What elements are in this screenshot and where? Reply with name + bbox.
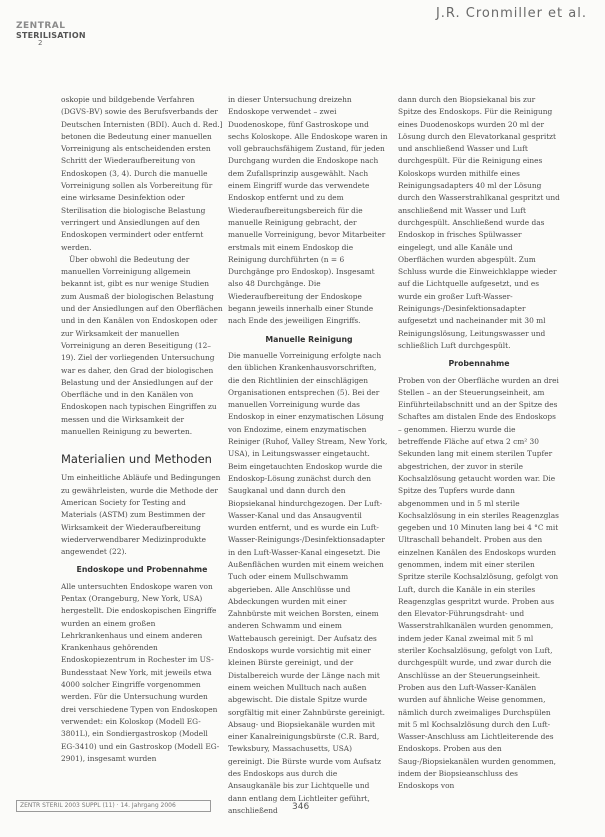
paragraph: Alle untersuchten Endoskope waren von Pentax (Orangeburg, New York, USA) hergestellt. Die endoskopischen Eingriffe wurden an einem großen Lehrkrankenhaus und einem anderen Krankenhaus gehörenden Endoskopiezentrum in Rochester im US-Bundesstaat New York, mit jeweils etwa 4000 solcher Eingriffe vorgenommen werden. Für die Untersuchung wurden drei verschiedene Typen von Endoskopen verwendet: ein Koloskop (Modell EG-3801L), ein Sondiergastroskop (Modell EG-3410) und ein Gastroskop (Modell EG-2901), insgesamt wurden <box>61 581 220 763</box>
paragraph: oskopie und bildgebende Verfahren (DGVS-BV) sowie des Berufsverbands der Deutschen Internisten (BDI). Auch d. Red.] betonen die Bedeutung einer manuellen Vorreinigung als entscheidenden ersten Schritt der Wiederaufbereitung von Endoskopen (3, 4). Durch die manuelle Vorreinigung sollen als Vorbereitung für eine wirksame Desinfektion oder Sterilisation die biologische Belastung verringert und Ansiedlungen auf den Endoskopen vermindert oder entfernt werden. <box>61 95 223 252</box>
text-column-3 <box>398 94 560 793</box>
logo-line-3: 2 <box>38 39 43 47</box>
logo-line-1: ZENTRAL <box>16 21 66 31</box>
subsection-heading: Manuelle Reinigung <box>265 334 353 344</box>
text-column-1 <box>61 94 223 765</box>
subsection-heading: Probennahme <box>448 359 510 369</box>
paragraph: Über obwohl die Bedeutung der manuellen Vorreinigung allgemein bekannt ist, gibt es nur wenige Studien zum Ausmaß der biologischen Belastung und der Ansiedlungen auf den Oberflächen und in den Kanälen von Endoskopen oder zur Wirksamkeit der manuellen Vorreinigung an deren Beseitigung (12–19). Ziel der vorliegenden Untersuchung war es daher, den Grad der biologischen Belastung und der Ansiedlungen auf der Oberfläche und in den Kanälen von Endoskopen nach typischen Eingriffen zu messen und die Wirksamkeit der manuellen Reinigung zu bewerten. <box>61 254 223 437</box>
journal-logo <box>16 22 86 47</box>
page-number: 346 <box>292 802 310 812</box>
paragraph: Die manuelle Vorreinigung erfolgte nach den üblichen Krankenhausvorschriften, die den Richtlinien der einschlägigen Organisationen entsprechen (5). Bei der manuellen Vorreinigung wurde das Endoskop in einer enzymatischen Lösung von Endozime, einem enzymatischen Reiniger (Ruhof, Valley Stream, New York, USA), in Leitungswasser eingetaucht. Beim eingetauchten Endoskop wurde die Endoskop-Lösung zunächst durch den Saugkanal und dann durch den Biopsiekanal hindurchgezogen. Der Luft-Wasser-Kanal und das Ansaugventil wurden entfernt, und es wurde ein Luft-Wasser-Reinigungs-/Desinfektionsadapter in den Luft-Wasser-Kanal eingesetzt. Die Außenflächen wurden mit einem weichen Tuch oder einem Mullschwamm abgerieben. Alle Anschlüsse und Abdeckungen wurden mit einer Zahnbürste mit weichen Borsten, einem anderen Schwamm und einem Wattebausch gereinigt. Der Aufsatz des Endoskops wurde vorsichtig mit einer kleinen Bürste gereinigt, und der Distalbereich wurde der Länge nach mit einem weichen Mulltuch nach außen abgewischt. Die distale Spitze wurde sorgfältig mit einer Zahnbürste gereinigt. Absaug- und Biopsiekanäle wurden mit einer Kanalreinigungsbürste (C.R. Bard, Tewksbury, Massachusetts, USA) gereinigt. Die Bürste wurde vom Aufsatz des Endoskops aus durch die Ansaugkanäle bis zur Lichtquelle und dann entlang dem Lichtleiter geführt, anschließend <box>228 350 388 815</box>
paragraph: dann durch den Biopsiekanal bis zur Spitze des Endoskops. Für die Reinigung eines Duodenoskops wurden 20 ml der Lösung durch den Elevatorkanal gespritzt und anschließend Wasser und Luft durchgespült. Für die Reinigung eines Koloskops wurden mithilfe eines Reinigungsadapters 40 ml der Lösung durch den Wasserstrahlkanal gespritzt und anschließend mit Wasser und Luft durchgespült. Anschließend wurde das Endoskop in frisches Spülwasser eingelegt, und alle Kanäle und Oberflächen wurden abgespült. Zum Schluss wurde die Einweichklappe wieder auf die Lichtquelle aufgesetzt, und es wurde ein großer Luft-Wasser-Reinigungs-/Desinfektionsadapter aufgesetzt und nacheinander mit 30 ml Reinigungslösung, Leitungswasser und schließlich Luft durchgespült. <box>398 95 560 350</box>
journal-citation: ZENTR STERIL 2003 SUPPL (11) · 14. Jahrgang 2006 <box>16 800 211 812</box>
paragraph: in dieser Untersuchung dreizehn Endoskope verwendet – zwei Duodenoskope, fünf Gastroskope und sechs Koloskope. Alle Endoskope waren in voll gebrauchsfähigem Zustand, für jeden Durchgang wurden die Endoskope nach dem Zufallsprinzip ausgewählt. Nach einem Eingriff wurde das verwendete Endoskop entfernt und zu dem Wiederaufbereitungsbereich für die manuelle Reinigung gebracht, der manuelle Vorreinigung, bevor Mitarbeiter erstmals mit einem Endoskop die Reinigung durchführten (n = 6 Durchgänge pro Endoskop). Insgesamt also 48 Durchgänge. Die Wiederaufbereitung der Endoskope begann jeweils innerhalb einer Stunde nach Ende des jeweiligen Eingriffs. <box>228 95 388 326</box>
paragraph: Um einheitliche Abläufe und Bedingungen zu gewährleisten, wurde die Methode der American Society for Testing and Materials (ASTM) zum Bestimmen der Wirksamkeit der Wiederaufbereitung wiederverwendbarer Medizinprodukte angewendet (22). <box>61 473 221 557</box>
subsection-heading: Endoskope und Probennahme <box>76 565 208 575</box>
paragraph: Proben von der Oberfläche wurden an drei Stellen – an der Steuerungseinheit, am Einführteilabschnitt und an der Spitze des Schaftes am distalen Ende des Endoskops – genommen. Hierzu wurde die betreffende Fläche auf etwa 2 cm² 30 Sekunden lang mit einem sterilen Tupfer abgestrichen, der zuvor in sterile Kochsalzlösung getaucht worden war. Die Spitze des Tupfers wurde dann abgenommen und in 5 ml sterile Kochsalzlösung in ein steriles Reagenzglas gegeben und 10 Minuten lang bei 4 °C mit Ultraschall behandelt. Proben aus den einzelnen Kanälen des Endoskops wurden genommen, indem mit einer sterilen Spritze sterile Kochsalzlösung, gefolgt von Luft, durch die Kanäle in ein steriles Reagenzglas gespritzt wurde. Proben aus den Elevator-Führungsdraht- und Wasserstrahlkanälen wurden genommen, indem jeder Kanal zweimal mit 5 ml steriler Kochsalzlösung, gefolgt von Luft, durchgespült wurde, und zwar durch die Anschlüsse an der Steuerungseinheit. Proben aus den Luft-Wasser-Kanälen wurden auf ähnliche Weise genommen, nämlich durch zweimaliges Durchspülen mit 5 ml Kochsalzlösung durch den Luft-Wasser-Anschluss am Lichtleiterende des Endoskops. Proben aus den Saug-/Biopsiekanälen wurden genommen, indem der Biopsieanschluss des Endoskops von <box>398 375 559 791</box>
logo-line-2: STERILISATION <box>16 31 86 40</box>
running-head-authors: J.R. Cronmiller et al. <box>435 6 587 21</box>
section-heading: Materialien und Methoden <box>61 452 212 467</box>
text-column-2 <box>228 94 390 817</box>
